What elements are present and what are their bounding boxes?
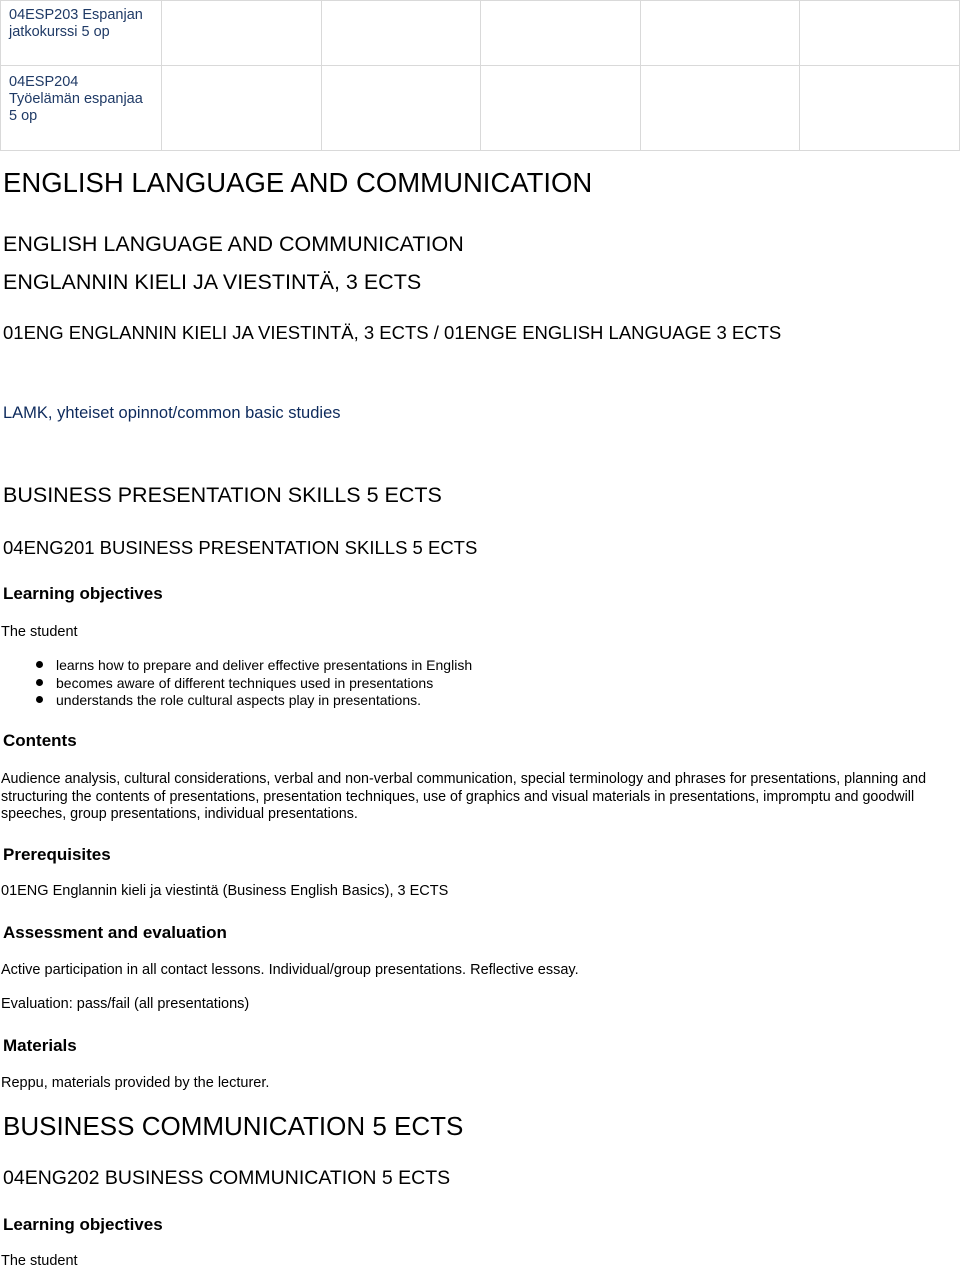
list-item	[56, 692, 472, 710]
table-cell	[640, 66, 800, 151]
table-cell	[162, 66, 322, 151]
table-cell	[481, 66, 641, 151]
course-cell-credits: 5 op	[9, 108, 38, 124]
table-cell	[321, 66, 481, 151]
contents-heading: Contents	[3, 731, 77, 750]
bullet-icon	[36, 696, 43, 703]
prerequisites-text: 01ENG Englannin kieli ja viestintä (Business English Basics), 3 ECTS	[1, 883, 449, 899]
lamk-link[interactable]: LAMK, yhteiset opinnot/common basic studies	[3, 404, 341, 422]
table-cell	[162, 1, 322, 66]
list-item	[56, 657, 472, 675]
section-title: ENGLISH LANGUAGE AND COMMUNICATION	[3, 232, 464, 256]
assessment-text: Active participation in all contact lessons. Individual/group presentations. Reflective essay.	[1, 962, 579, 978]
table-cell	[800, 66, 960, 151]
course-title: BUSINESS PRESENTATION SKILLS 5 ECTS	[3, 483, 442, 507]
materials-text: Reppu, materials provided by the lecturer.	[1, 1075, 270, 1091]
course-cell-name: Työelämän espanjaa	[9, 91, 143, 107]
table-row	[1, 1, 960, 66]
course-cell-text: 04ESP203 Espanjan jatkokurssi 5 op	[9, 7, 143, 40]
table-cell-course	[1, 66, 162, 151]
bullet-icon	[36, 661, 43, 668]
section-subtitle: ENGLANNIN KIELI JA VIESTINTÄ, 3 ECTS	[3, 270, 422, 294]
objectives-list	[56, 657, 472, 710]
table-cell	[481, 1, 641, 66]
bullet-icon	[36, 679, 43, 686]
course-table	[0, 0, 960, 151]
prerequisites-heading: Prerequisites	[3, 845, 111, 864]
table-cell	[800, 1, 960, 66]
course-code-title: 04ENG201 BUSINESS PRESENTATION SKILLS 5 ECTS	[3, 537, 478, 558]
page-title: ENGLISH LANGUAGE AND COMMUNICATION	[3, 167, 593, 198]
course-title: BUSINESS COMMUNICATION 5 ECTS	[3, 1111, 464, 1141]
contents-text: Audience analysis, cultural considerations, verbal and non-verbal communication, special terminology and phrases for presentations, planning and structuring the contents of presentations, presentation techniques, use of graphics and visual materials in presentations, impromptu and goodwill speeches, group presentations, individual presentations.	[1, 771, 927, 822]
table-row	[1, 66, 960, 151]
assessment-heading: Assessment and evaluation	[3, 923, 227, 942]
objectives-heading: Learning objectives	[3, 1215, 163, 1234]
course-cell-code: 04ESP204	[9, 74, 79, 90]
objective-text: understands the role cultural aspects play in presentations.	[56, 692, 421, 708]
student-label: The student	[1, 624, 78, 640]
student-label: The student	[1, 1253, 78, 1269]
table-cell	[640, 1, 800, 66]
materials-heading: Materials	[3, 1036, 77, 1055]
evaluation-text: Evaluation: pass/fail (all presentations)	[1, 996, 250, 1012]
list-item	[56, 675, 472, 693]
objective-text: becomes aware of different techniques used in presentations	[56, 674, 434, 691]
table-cell	[321, 1, 481, 66]
module-title: 01ENG ENGLANNIN KIELI JA VIESTINTÄ, 3 ECTS / 01ENGE ENGLISH LANGUAGE 3 ECTS	[3, 322, 782, 343]
objectives-heading: Learning objectives	[3, 584, 163, 603]
course-code-title: 04ENG202 BUSINESS COMMUNICATION 5 ECTS	[3, 1167, 451, 1189]
table-cell-course	[1, 1, 162, 66]
objective-text: learns how to prepare and deliver effective presentations in English	[56, 657, 473, 673]
